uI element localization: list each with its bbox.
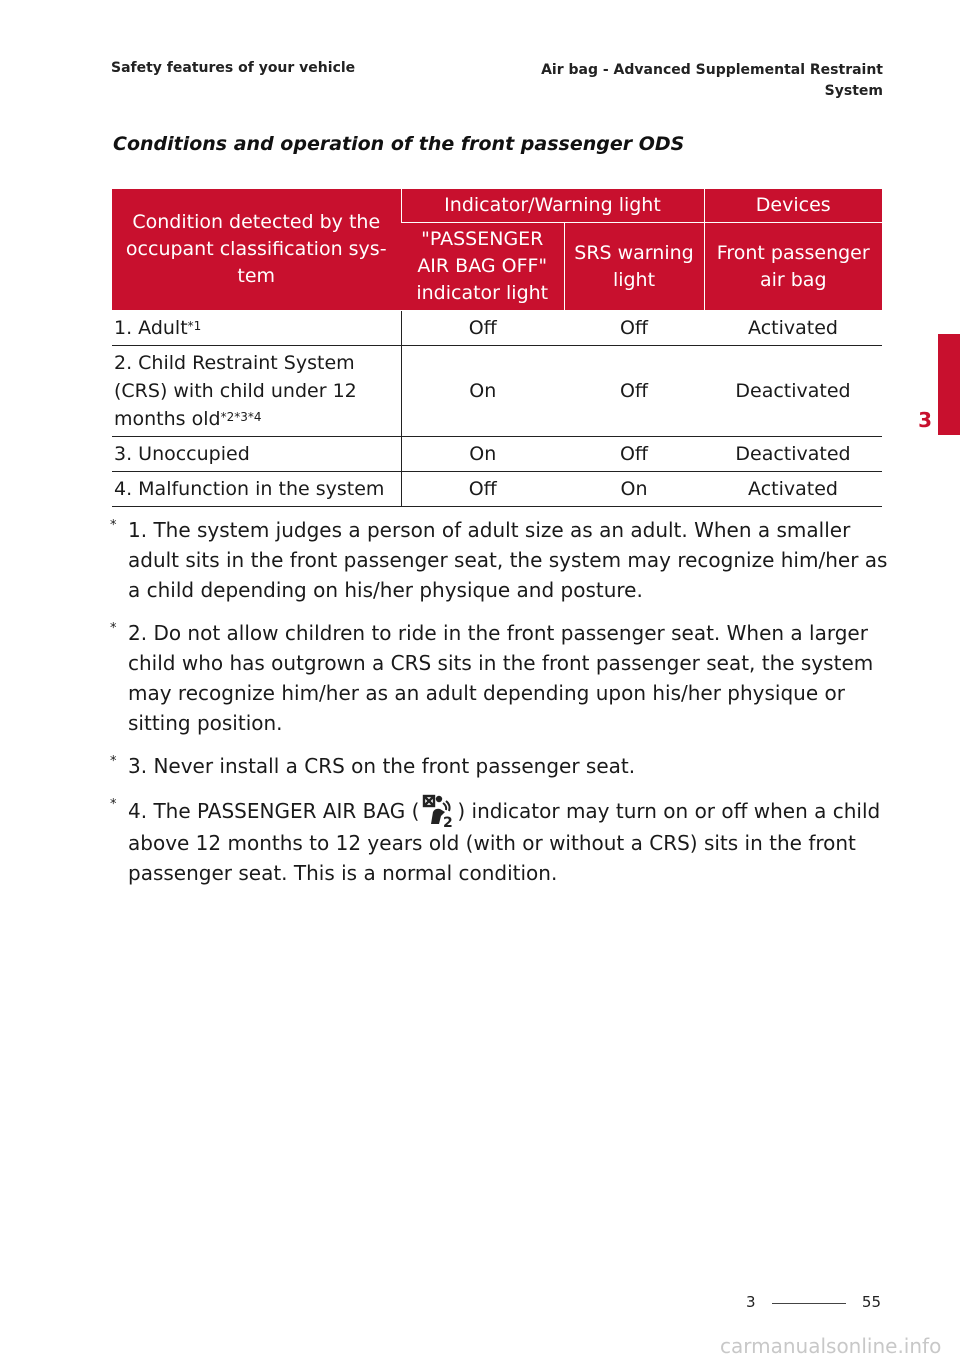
running-header-right <box>523 60 883 102</box>
footnote-ref: *1 <box>187 319 202 333</box>
svg-text:2: 2 <box>443 815 454 828</box>
running-header-left: Safety features of your vehicle <box>111 60 356 76</box>
cell-indicator: On <box>401 346 564 437</box>
footer-chapter-number: 3 <box>746 1293 756 1311</box>
table-row <box>112 472 882 507</box>
footnote-text: 2. Do not allow children to ride in the front passenger seat. When a larger child who has outgrown a CRS sits in the front passenger seat, the system may recognize him/her as an adult depending upon his/her physique or sitting position. <box>128 621 874 735</box>
table-row <box>112 437 882 472</box>
running-header-right-line2: System <box>824 83 883 99</box>
header-condition: Condition detected by the occupant classification sys- tem <box>112 189 401 311</box>
table-row <box>112 311 882 346</box>
chapter-side-tab <box>938 334 960 435</box>
cell-airbag: Deactivated <box>704 346 882 437</box>
cell-indicator: Off <box>401 472 564 507</box>
footer-divider <box>772 1303 846 1304</box>
footnote-mark: * <box>110 754 117 769</box>
footnote-mark: * <box>110 621 117 636</box>
cell-srs: Off <box>564 437 704 472</box>
cell-condition: 3. Unoccupied <box>112 437 401 472</box>
footnote-text-before: 4. The PASSENGER AIR BAG ( <box>128 799 420 823</box>
cell-airbag: Activated <box>704 472 882 507</box>
cell-indicator: On <box>401 437 564 472</box>
footnote <box>108 751 898 781</box>
header-devices-group: Devices <box>704 189 882 223</box>
footnote-text-after: ) indicator may turn on or off when a child above 12 months to 12 years old (with or without a CRS) sits in the front passenger seat. This is a normal condition. <box>128 799 881 885</box>
cell-airbag: Activated <box>704 311 882 346</box>
cell-condition: 1. Adult$^{*1}$ <box>112 311 401 346</box>
footnote <box>108 618 898 738</box>
running-header-right-line1: Air bag - Advanced Supplemental Restraint <box>541 62 883 78</box>
watermark: carmanualsonline.info <box>720 1334 942 1358</box>
table-row <box>112 346 882 437</box>
cell-srs: Off <box>564 346 704 437</box>
footnote <box>108 794 898 888</box>
footnote-ref: *2*3*4 <box>220 410 262 424</box>
chapter-side-number: 3 <box>918 408 932 432</box>
footnotes <box>108 515 898 901</box>
footnote-text: 1. The system judges a person of adult size as an adult. When a smaller adult sits in the front passenger seat, the system may recognize him/her as a child depending on his/her physique and posture. <box>128 518 888 602</box>
passenger-airbag-off-icon <box>419 794 457 828</box>
footer-page-number: 55 <box>861 1293 881 1311</box>
header-passenger-indicator: "PASSENGER AIR BAG OFF" indicator light <box>401 223 564 311</box>
cell-indicator: Off <box>401 311 564 346</box>
footnote <box>108 515 898 605</box>
footnote-mark: * <box>110 518 117 533</box>
cell-srs: On <box>564 472 704 507</box>
cell-airbag: Deactivated <box>704 437 882 472</box>
section-title: Conditions and operation of the front passenger ODS <box>113 133 685 155</box>
footnote-mark: * <box>110 797 117 812</box>
cell-condition: 2. Child Restraint System (CRS) with child under 12 months old$^{*2*3*4}$ <box>112 346 401 437</box>
header-indicator-group: Indicator/Warning light <box>401 189 704 223</box>
footnote-text: 3. Never install a CRS on the front passenger seat. <box>128 754 636 778</box>
cell-condition: 4. Malfunction in the system <box>112 472 401 507</box>
cell-srs: Off <box>564 311 704 346</box>
header-srs-warning: SRS warning light <box>564 223 704 311</box>
ods-table <box>112 189 882 507</box>
header-front-airbag: Front passenger air bag <box>704 223 882 311</box>
